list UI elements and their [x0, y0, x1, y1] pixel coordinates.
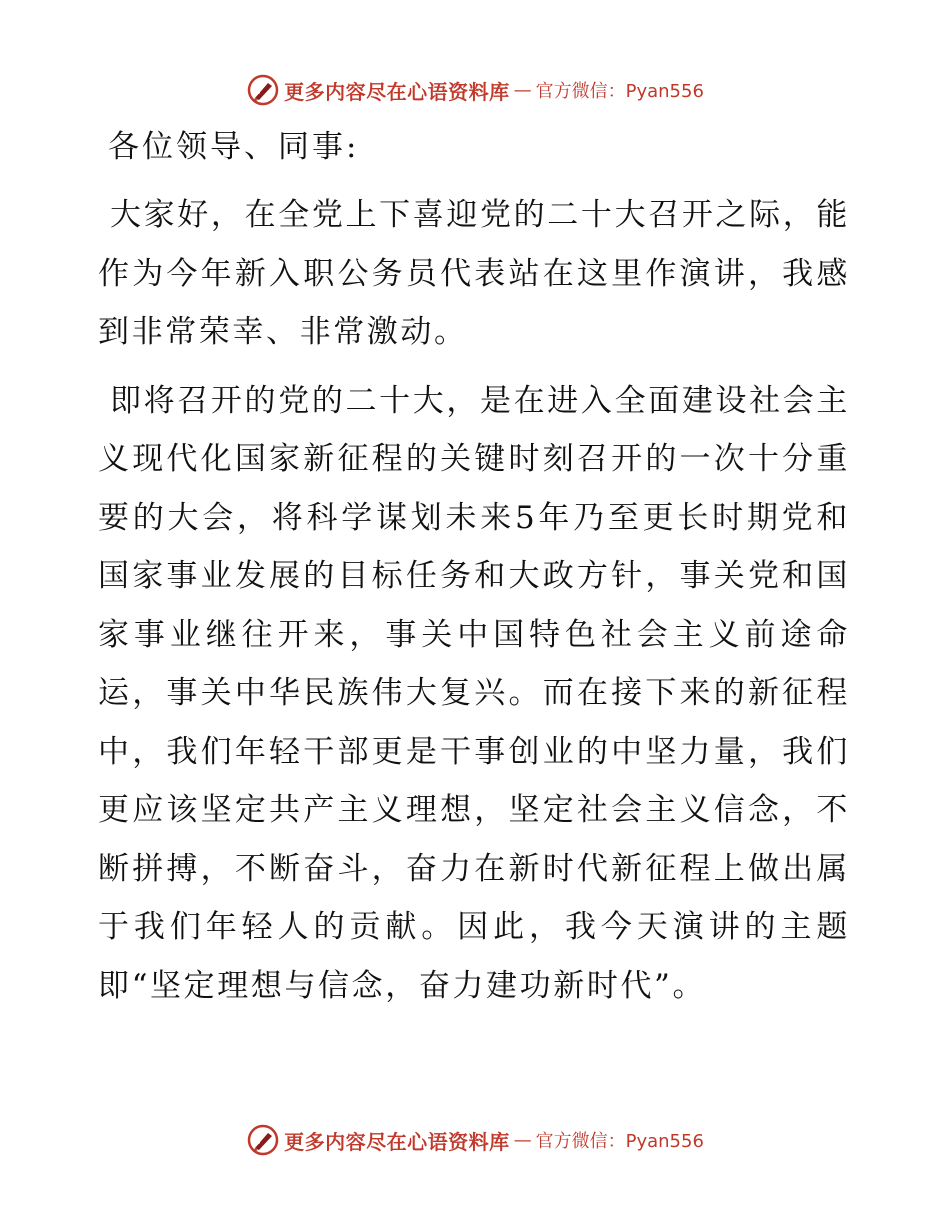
- paragraph-greeting: 大家好，在全党上下喜迎党的二十大召开之际，能作为今年新入职公务员代表站在这里作演讲，我感到非常荣幸、非常激动。: [98, 197, 850, 350]
- header-banner: [0, 70, 950, 110]
- banner-contact-text: 官方微信：Pyan556: [535, 1131, 704, 1152]
- banner-separator: —: [513, 79, 532, 101]
- paragraph-main: 即将召开的党的二十大，是在进入全面建设社会主义现代化国家新征程的关键时刻召开的一次十分重要的大会，将科学谋划未来5年乃至更长时期党和国家事业发展的目标任务和大政方针，事关党和国家事业继往开来，事关中国特色社会主义前途命运，事关中华民族伟大复兴。而在接下来的新征程中，我们年轻干部更是干事创业的中坚力量，我们更应该坚定共产主义理想，坚定社会主义信念，不断拼搏，不断奋斗，奋力在新时代新征程上做出属于我们年轻人的贡献。因此，我今天演讲的主题即“坚定理想与信念，奋力建功新时代”。: [98, 382, 850, 1004]
- banner-brand-text: 更多内容尽在心语资料库: [284, 79, 510, 104]
- salutation: 各位领导、同事:: [108, 129, 360, 165]
- footer-banner: [0, 1120, 950, 1160]
- banner-separator: —: [513, 1129, 532, 1151]
- banner-brand-text: 更多内容尽在心语资料库: [284, 1129, 510, 1154]
- banner-contact-text: 官方微信：Pyan556: [535, 81, 704, 102]
- document-body: [98, 118, 850, 1015]
- pen-logo-icon: [246, 73, 280, 107]
- pen-logo-icon: [246, 1123, 280, 1157]
